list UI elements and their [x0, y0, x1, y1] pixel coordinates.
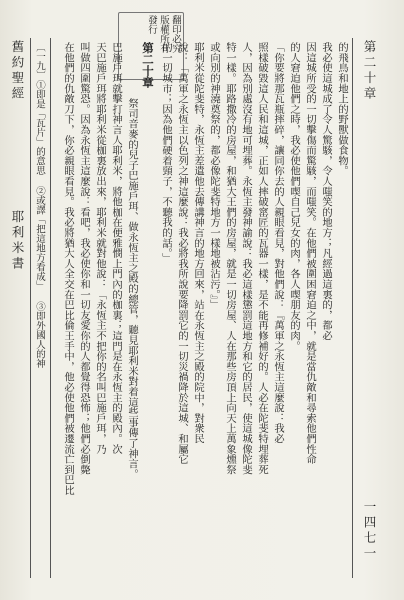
footnote-line: 〔一九〕①即是「瓦片」的意思 ②或譯「把這地方看成」 ③即外國人的神 — [34, 42, 45, 368]
text-column: 照樣破毀這人民和這城，正如人摔破窰匠的瓦器一樣，是不能再修補好的。人必在陀斐特埋葬死 — [256, 42, 268, 475]
text-column: 巴施戶珥就擊打神言人耶利米，將他枷在便雅憫上門內的枷裏；這門是在永恆主的殿內。次 — [110, 42, 122, 454]
text-column: 因這城所受的一切擊傷而驚駭，而嗤笑。在他們被圍困窘迫之中，就是當仇敵和尋索他們性命 — [304, 42, 316, 465]
text-column: 說：「萬軍之永恆主以色列之神這麼說：我必將我所說要降罰它的一切災禍降於這城、和屬它 — [176, 42, 188, 465]
page-number: 一四七一 — [362, 500, 377, 562]
chapter-heading: 第二十章 — [141, 42, 155, 88]
text-column: 天巴施戶珥將耶利米從枷裏放出來，耶利米就對他說：「永恆主不把你的名叫巴施戶珥，乃 — [94, 42, 106, 454]
text-column: 耶利米從陀斐特，永恆主差遣他去傳講神言的地方回來，站在永恆主之殿的院中，對衆民 — [192, 42, 204, 444]
stamp-line: 版權所有 — [158, 15, 169, 53]
text-column: 特一樣。耶路撒冷的房屋，和猶大王們的房屋，就是一切房屋、人在那些房頂上向天上萬象燻祭 — [224, 42, 236, 475]
stamp-line: 翻印必究 — [170, 15, 181, 53]
text-column: 我必使這城成了令人驚駭，令人嗤笑的地方；凡經過這裏的，都必 — [320, 42, 332, 341]
text-column: 的人窘迫他們之時，我必使他們喫自己兒女的肉，各人喫朋友的肉。 — [288, 42, 300, 351]
header-rule — [352, 38, 353, 578]
chapter-header: 第二十章 — [362, 40, 377, 102]
text-column: 叫做四圍驚恐。因為永恆主這麼說：看吧，我必使你和一切友愛你的人都覺得恐怖；他們必倒斃 — [78, 42, 90, 475]
text-column: 或向別的神澆奠祭的，都必像陀斐特地方一樣地被沾污。』」 — [208, 42, 220, 310]
text-column: 「你要將那瓦瓶摔碎，讓同你去的人親眼看見，對他們說：『萬軍之永恆主這麼說：我必 — [272, 42, 284, 444]
text-column: 人，因為別處沒有地可埋葬。永恆主發神諭說：我必這樣懲罰這地方和它的居民，使這城像陀斐 — [240, 42, 252, 475]
text-column: 祭司音麥的兒子巴施戶珥、做永恆主之殿的總管，聽見耶利米對着這些事傳了神言。 — [126, 98, 138, 480]
left-rule — [30, 38, 31, 578]
text-column: 的飛鳥和地上的野獸做食物。 — [336, 42, 348, 176]
stamp-line: 發行 — [146, 15, 157, 34]
text-column: 在他們的仇敵刀下，你必親眼看見。我必將猶大人全交在巴比倫王手中，他必使他們被遷流亡到巴比 — [62, 42, 74, 496]
book-title: 耶利米書 — [10, 210, 25, 272]
footnote-rule — [50, 38, 51, 578]
book-header: 舊約聖經 — [10, 40, 25, 102]
text-column: 的一切城市；因為他們硬着頸子，不聽我的話。」 — [160, 42, 172, 264]
